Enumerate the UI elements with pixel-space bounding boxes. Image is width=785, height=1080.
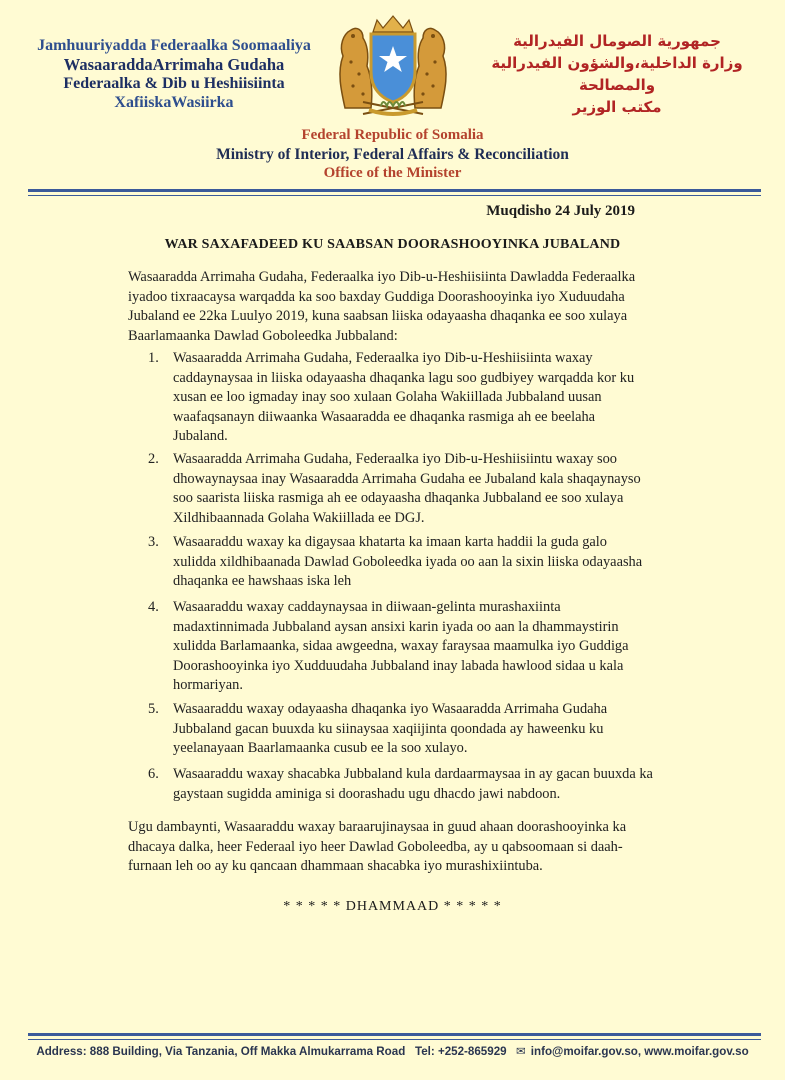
header-divider [28,189,761,196]
letterhead-somali [18,36,330,112]
list-item-number: 3. [148,534,159,550]
list-item-number: 1. [148,350,159,366]
list-item [148,765,653,804]
list-item-text: Wasaaradda Arrimaha Gudaha, Federaalka iyo Dib-u-Heshiisiinta waxay caddaynaysaa in liiska odayaasha dhaqanka lagu soo gudbiyey warqadda kor ku xusan ee loo igmaday inay soo xulaan Golaha Wakiillada Jubbaland uusan waafaqsanayn diiwaanka Wasaaradda ee dhaqanka rasmiga ah ee beelaha Jubaland. [173,350,635,445]
footer-address: Address: 888 Building, Via Tanzania, Off Makka Almukarrama Road [36,1045,406,1058]
list-item [148,349,653,447]
list-item [148,700,653,759]
list-item-text: Wasaaraddu waxay shacabka Jubbaland kula dardaarmaysaa in ay gacan buuxda ka gaystaan sugidda aminiga si doorashadu ugu dhacdo jawi nabdoon. [173,766,653,802]
letterhead-english-line-1: Federal Republic of Somalia [301,127,484,143]
footer [0,1044,785,1058]
letterhead-arabic [467,30,767,118]
list-item-number: 5. [148,701,159,717]
letter-title: WAR SAXAFADEED KU SAABSAN DOORASHOOYINKA JUBALAND [164,237,621,252]
list-item [148,598,653,696]
list-item [148,533,653,592]
letterhead-somali-line-4: XafiiskaWasiirka [114,94,234,111]
envelope-icon: ✉ [515,1045,526,1058]
letterhead-somali-line-3: Federaalka & Dib u Heshiisiinta [63,75,285,92]
letterhead-arabic-line-2: وزارة الداخلية،والشؤون الفيدرالية والمصالحة [491,54,743,94]
footer-contact: info@moifar.gov.so, www.moifar.gov.so [530,1045,749,1058]
end-marker: * * * * * DHAMMAAD * * * * * [283,899,502,914]
list-item-number: 4. [148,599,159,615]
letter-intro: Wasaaradda Arrimaha Gudaha, Federaalka iyo Dib-u-Heshiisiinta Dawladda Federaalka iyadoo tixraacaysa warqadda ka soo baxday Guddiga Doorashooyinka iyo Xuduudaha Jubaland ee 22ka Luulyo 2019, kuna saabsan liiska odayaasha dhaqanka ee soo xulaya Baarlamaanka Dawlad Goboleedka Jubbaland: [128,269,636,344]
letterhead-somali-line-1: Jamhuuriyadda Federaalka Soomaaliya [37,37,311,54]
letterhead-english [0,126,785,183]
somalia-coat-of-arms-icon [323,10,463,120]
letterhead-english-line-3: Office of the Minister [323,165,462,181]
list-item-number: 2. [148,451,159,467]
list-item-number: 6. [148,766,159,782]
footer-tel: Tel: +252-865929 [414,1045,507,1058]
letterhead-arabic-line-3: مكتب الوزير [572,98,662,116]
letterhead-arabic-line-1: جمهورية الصومال الفيدرالية [513,32,721,50]
letter-date: Muqdisho 24 July 2019 [486,203,635,219]
footer-divider [28,1033,761,1040]
list-item-text: Wasaaraddu waxay caddaynaysaa in diiwaan-gelinta murashaxiinta madaxtinnimada Jubbaland aysan ansixi karin iyada oo aan la dhammaystirin xulidda Barlamaanka, sidaa awgeedna, waxay faraysaa maamulka iyo Guddiga Doorashooyinka iyo Xudduudaha Jubbaland inay labada hawlood sidaa u kala hormariyan. [173,599,629,694]
list-item-text: Wasaaradda Arrimaha Gudaha, Federaalka iyo Dib-u-Heshiisiintu waxay soo dhowaynaysaa inay Wasaaradda Arrimaha Gudaha ee Jubaland kala shaqaynayso soo saarista liiska rasmiga ah ee odayaasha dhaqanka Jubbaland ee soo xulaya Xildhibaannada Golaha Wakiillada ee DGJ. [173,451,641,526]
letterhead-somali-line-2: WasaaraddaArrimaha Gudaha [63,55,285,74]
list-item [148,450,653,528]
list-item-text: Wasaaraddu waxay ka digaysaa khatarta ka imaan karta haddii la guda galo xulidda xildhibaanada Dawlad Goboleedka iyada oo aan la sixin liiska odayaasha dhaqanka ee hawshaas iska leh [173,534,643,590]
letter-closing: Ugu dambaynti, Wasaaraddu waxay baraarujinaysaa in guud ahaan doorashooyinka ka dhacaya dalka, heer Federaal iyo heer Dawlad Goboleedba, ay u qabsoomaan si daah-furnaan leh oo ay ku qancaan dhammaan shacabka iyo murashixiintuba. [128,819,627,875]
letterhead-english-line-2: Ministry of Interior, Federal Affairs & Reconciliation [216,146,569,163]
list-item-text: Wasaaraddu waxay odayaasha dhaqanka iyo Wasaaradda Arrimaha Gudaha Jubbaland gacan buuxda ku siinaysaa xaqiijinta qoondada ay haweenku ku yeelanayaan Baarlamaanka cusub ee la soo xulayo. [173,701,608,757]
